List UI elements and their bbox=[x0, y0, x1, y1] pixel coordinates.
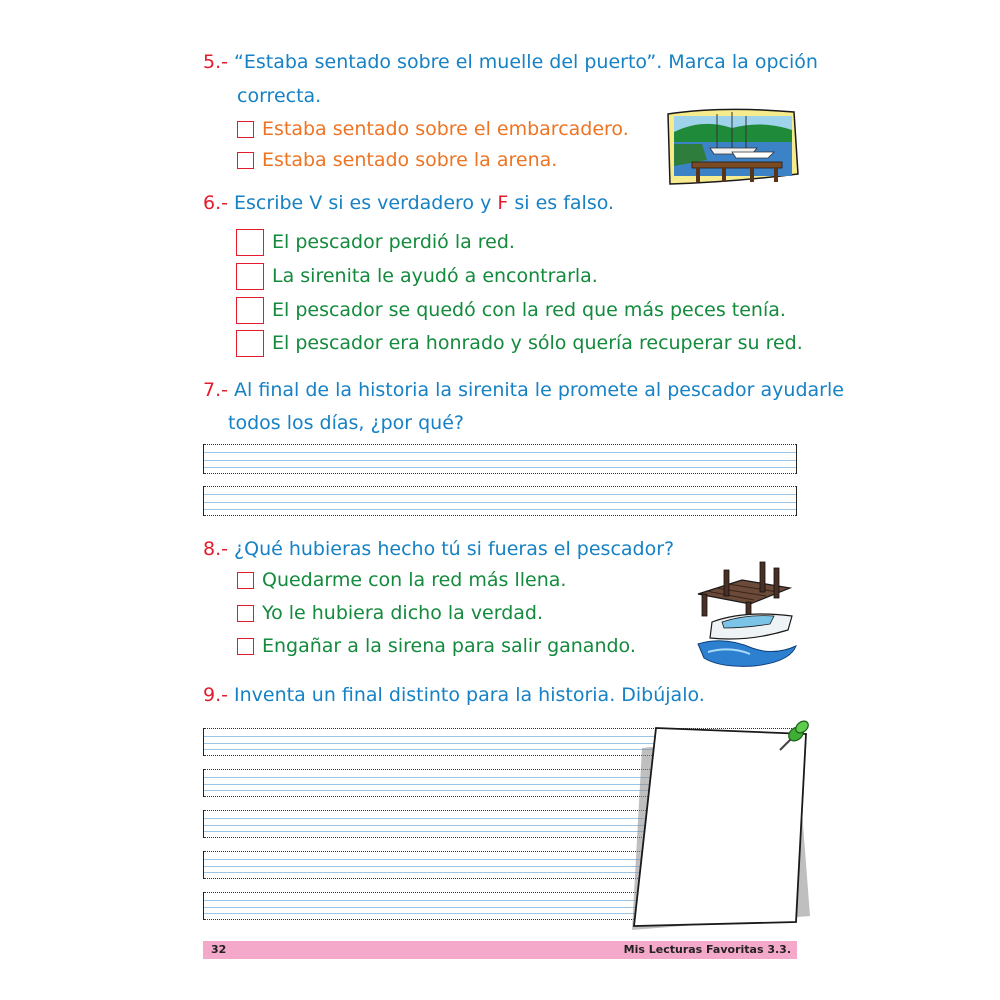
q5-option-label: Estaba sentado sobre la arena. bbox=[262, 149, 558, 171]
answer-box[interactable] bbox=[236, 229, 264, 256]
q7-number: 7.- bbox=[203, 379, 228, 401]
q6-statement-3 bbox=[236, 297, 786, 324]
q7-prompt bbox=[203, 381, 844, 400]
q8-number: 8.- bbox=[203, 538, 228, 560]
q6-statement-label: La sirenita le ayudó a encontrarla. bbox=[272, 265, 598, 287]
q8-option-3[interactable] bbox=[237, 637, 636, 656]
q5-text-line1: “Estaba sentado sobre el muelle del puerto”. Marca la opción bbox=[234, 51, 818, 73]
q6-statement-4 bbox=[236, 330, 803, 357]
answer-box[interactable] bbox=[236, 297, 264, 324]
harbor-illustration-icon bbox=[662, 104, 800, 190]
q6-statement-2 bbox=[236, 263, 598, 290]
q8-option-label: Yo le hubiera dicho la verdad. bbox=[262, 602, 544, 624]
q8-option-label: Quedarme con la red más llena. bbox=[262, 569, 567, 591]
checkbox[interactable] bbox=[237, 605, 254, 622]
q5-number: 5.- bbox=[203, 51, 228, 73]
q6-statement-label: El pescador era honrado y sólo quería recuperar su red. bbox=[272, 332, 803, 354]
q9-text: Inventa un final distinto para la historia. Dibújalo. bbox=[234, 684, 705, 706]
q8-prompt bbox=[203, 540, 674, 559]
q8-option-2[interactable] bbox=[237, 604, 543, 623]
q5-option-1[interactable] bbox=[237, 120, 629, 139]
q6-prompt bbox=[203, 194, 614, 213]
q6-text-a: Escribe bbox=[234, 192, 304, 214]
q6-text-b: si es verdadero y bbox=[328, 192, 492, 214]
book-title: Mis Lecturas Favoritas 3.3. bbox=[623, 943, 791, 956]
q5-text-line2: correcta. bbox=[237, 85, 322, 107]
page-number: 32 bbox=[211, 943, 227, 956]
q6-statement-label: El pescador se quedó con la red que más peces tenía. bbox=[272, 299, 786, 321]
q6-text-c: si es falso. bbox=[514, 192, 615, 214]
q6-v-letter: V bbox=[309, 192, 323, 214]
checkbox[interactable] bbox=[237, 121, 254, 138]
q6-statement-label: El pescador perdió la red. bbox=[272, 231, 515, 253]
q8-option-1[interactable] bbox=[237, 571, 566, 590]
q7-text-line1: Al final de la historia la sirenita le promete al pescador ayudarle bbox=[234, 379, 844, 401]
dock-boat-illustration-icon bbox=[694, 558, 800, 670]
q8-option-label: Engañar a la sirena para salir ganando. bbox=[262, 635, 636, 657]
q7-text-line2: todos los días, ¿por qué? bbox=[228, 412, 464, 434]
q5-option-label: Estaba sentado sobre el embarcadero. bbox=[262, 118, 629, 140]
q5-prompt bbox=[203, 53, 818, 72]
footer-band bbox=[203, 941, 797, 959]
q6-statement-1 bbox=[236, 229, 515, 256]
q6-number: 6.- bbox=[203, 192, 228, 214]
checkbox[interactable] bbox=[237, 152, 254, 169]
checkbox[interactable] bbox=[237, 572, 254, 589]
q9-prompt bbox=[203, 686, 705, 705]
green-pushpin-icon bbox=[770, 716, 812, 758]
writing-line[interactable] bbox=[203, 486, 797, 516]
checkbox[interactable] bbox=[237, 638, 254, 655]
q9-number: 9.- bbox=[203, 684, 228, 706]
answer-box[interactable] bbox=[236, 330, 264, 357]
answer-box[interactable] bbox=[236, 263, 264, 290]
writing-line[interactable] bbox=[203, 444, 797, 474]
q8-text: ¿Qué hubieras hecho tú si fueras el pescador? bbox=[234, 538, 675, 560]
q6-f-letter: F bbox=[497, 192, 509, 214]
q5-option-2[interactable] bbox=[237, 151, 557, 170]
